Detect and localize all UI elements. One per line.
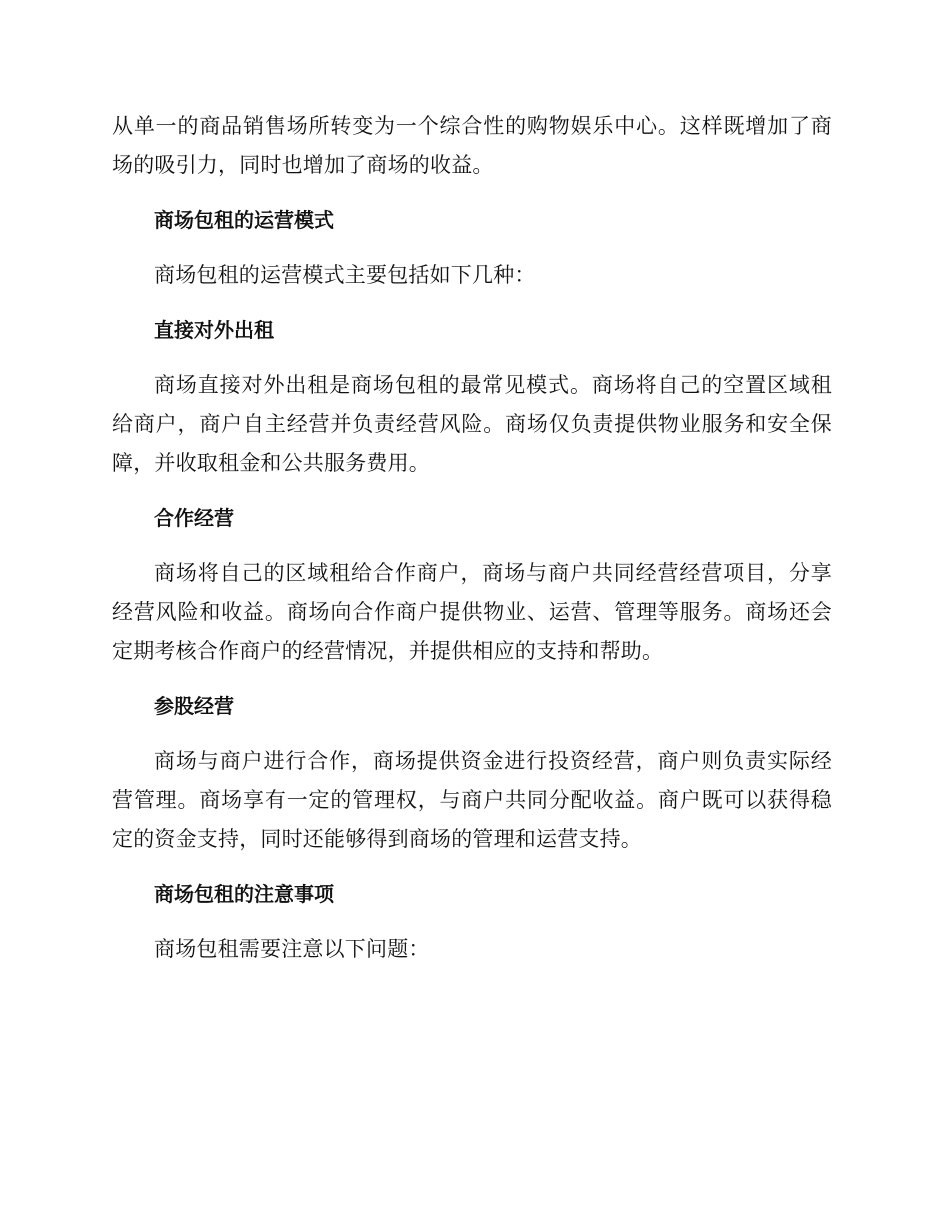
spacer [112, 726, 832, 742]
document-page [112, 107, 832, 969]
precautions-paragraph: 商场包租需要注意以下问题： [154, 937, 430, 961]
intro-paragraph: 从单一的商品销售场所转变为一个综合性的购物娱乐中心。这样既增加了商场的吸引力，同时也增加了商场的收益。 [112, 114, 832, 177]
equity-operation-paragraph: 商场与商户进行合作，商场提供资金进行投资经营，商户则负责实际经营管理。商场享有一定的管理权，与商户共同分配收益。商户既可以获得稳定的资金支持，同时还能够得到商场的管理和运营支持。 [112, 749, 832, 851]
cooperative-operation-paragraph: 商场将自己的区域租给合作商户，商场与商户共同经营经营项目，分享经营风险和收益。商场向合作商户提供物业、运营、管理等服务。商场还会定期考核合作商户的经营情况，并提供相应的支持和帮助。 [112, 561, 832, 663]
section-heading-operation-modes: 商场包租的运营模式 [154, 208, 334, 232]
spacer [112, 859, 832, 875]
subheading-equity-operation: 参股经营 [154, 694, 234, 718]
spacer [112, 295, 832, 311]
subheading-cooperative-operation: 合作经营 [154, 506, 234, 530]
subheading-direct-lease: 直接对外出租 [154, 318, 274, 342]
spacer [112, 914, 832, 930]
spacer [112, 671, 832, 687]
spacer [112, 538, 832, 554]
spacer [112, 185, 832, 201]
spacer [112, 350, 832, 366]
spacer [112, 240, 832, 256]
spacer [112, 483, 832, 499]
section-heading-precautions: 商场包租的注意事项 [154, 882, 334, 906]
operation-modes-paragraph: 商场包租的运营模式主要包括如下几种： [154, 263, 536, 287]
direct-lease-paragraph: 商场直接对外出租是商场包租的最常见模式。商场将自己的空置区域租给商户，商户自主经营并负责经营风险。商场仅负责提供物业服务和安全保障，并收取租金和公共服务费用。 [112, 373, 832, 475]
